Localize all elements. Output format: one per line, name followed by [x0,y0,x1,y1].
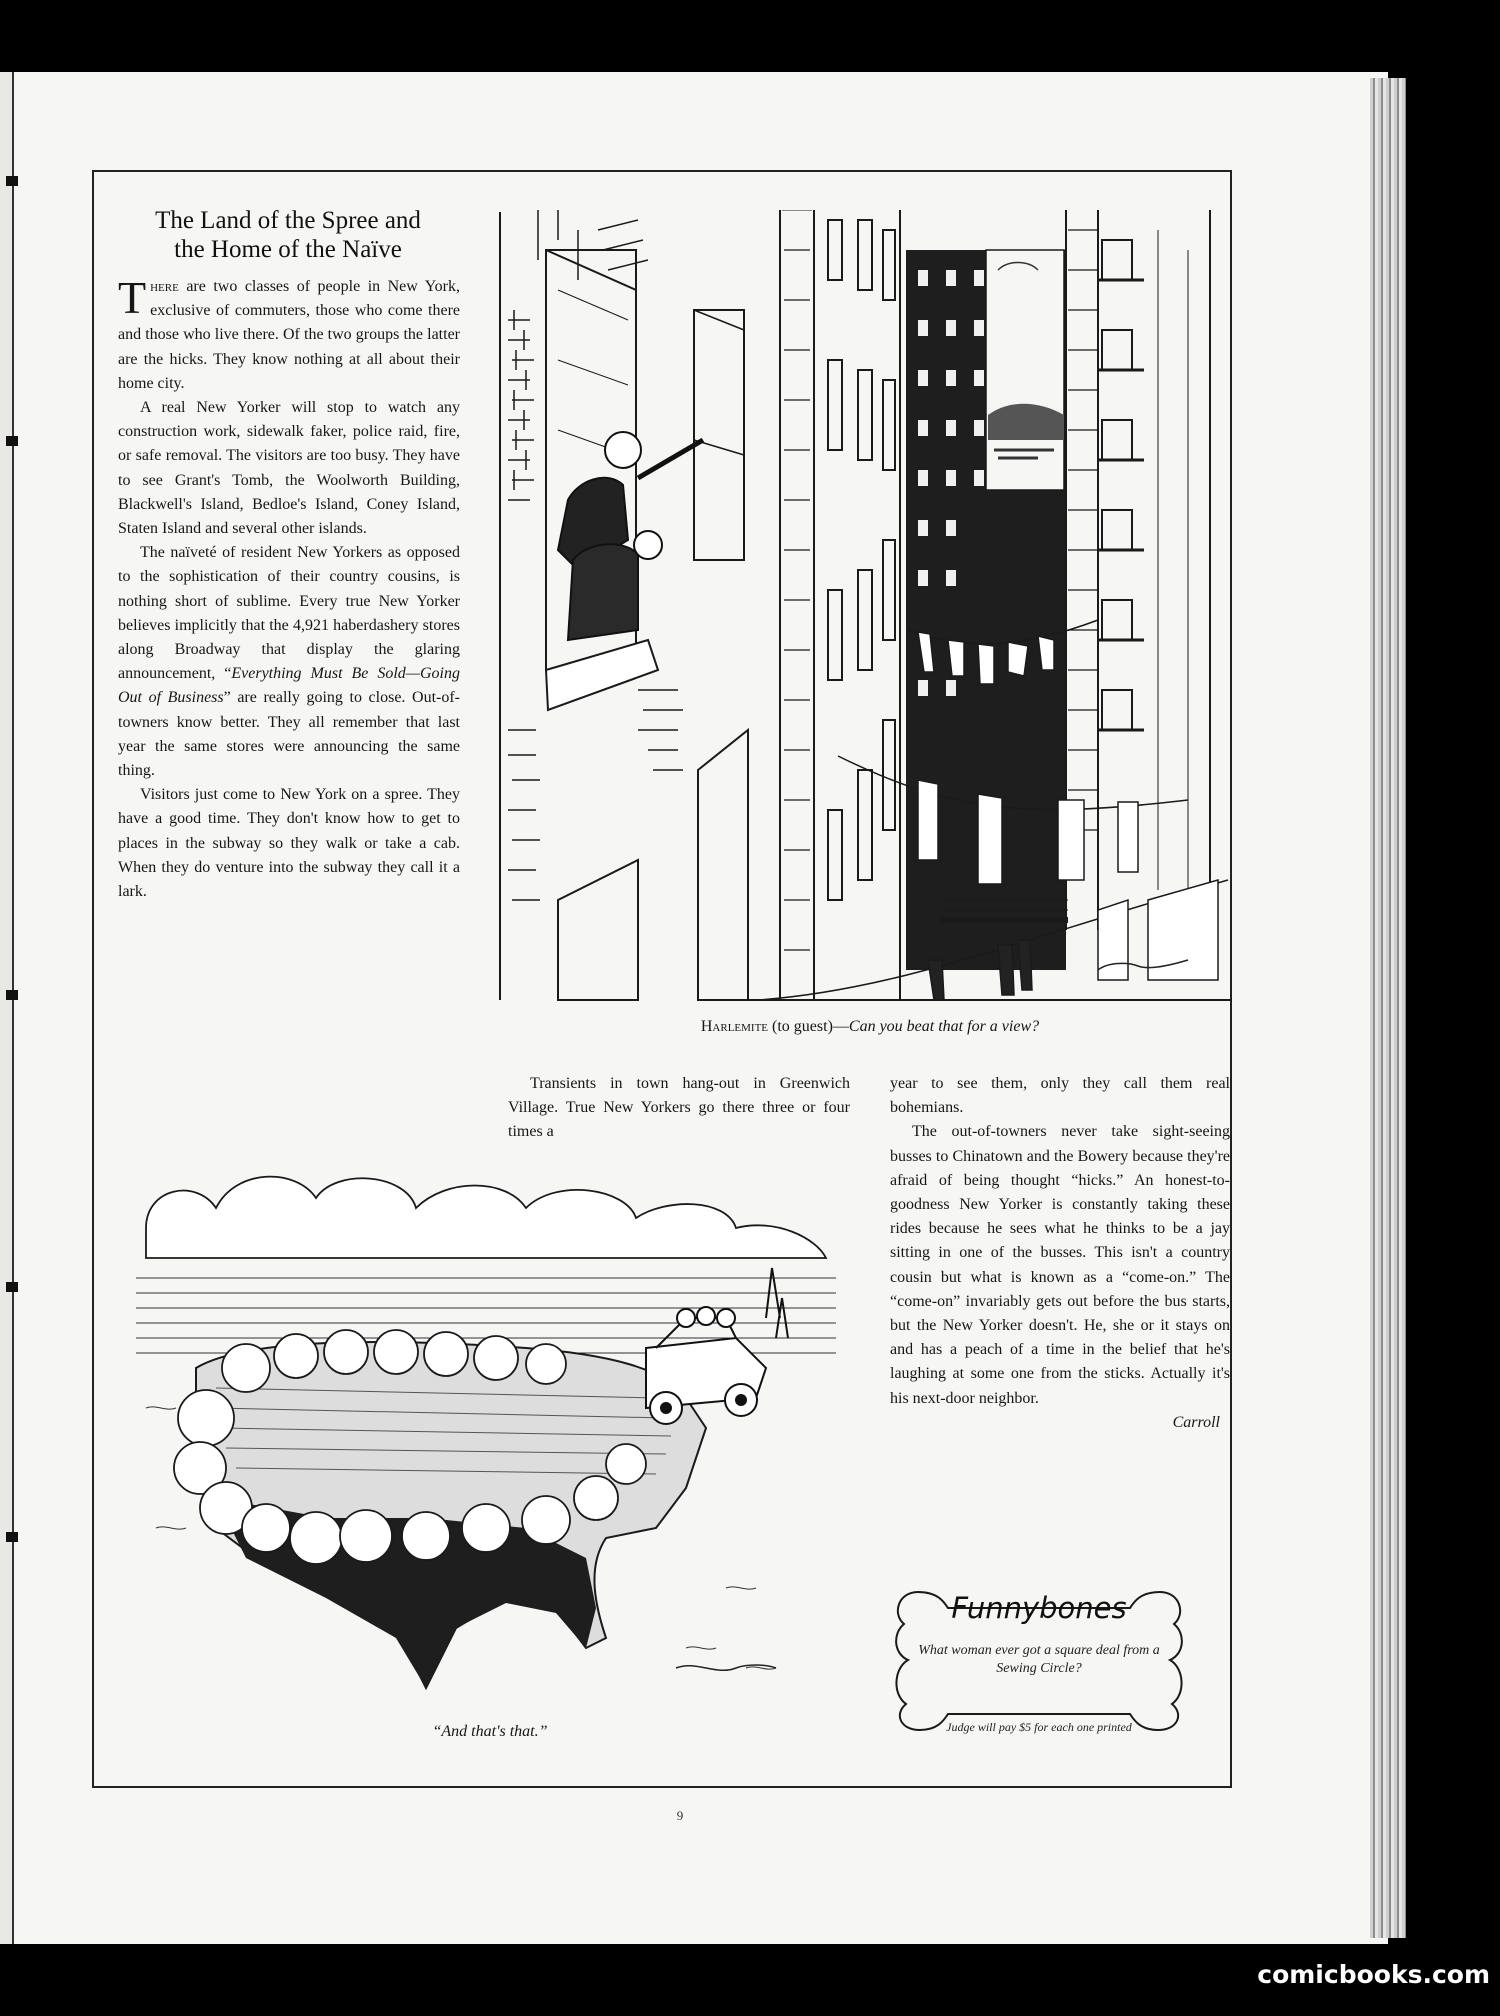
paragraph-6: The out-of-towners never take sight-seeing busses to Chinatown and the Bowery because they're afraid of being thought “hicks.” An honest-to-goodness New Yorker is constantly taking these rides because he sees what he thinks to be a jay sitting in one of the busses. This isn't a country cousin but what is known as a “come-on.” The “come-on” invariably gets out before the bus starts, but the New Yorker doesn't. He, she or it stays on and has a peach of a time in the belief that he's laughing at some one from the sticks. Actually it's his next-door neighbor. [890,1123,1230,1407]
paragraph-5-continued: year to see them, only they call them real bohemians. [890,1075,1230,1117]
page-stack-edge [1370,78,1406,1938]
paragraph-3-text-b: ” are really going to close. Out-of-towners know better. They all remember that last year the same stores were announcing the same thing. [118,689,460,780]
left-text-column [118,272,460,904]
paragraph-5: Transients in town hang-out in Greenwich Village. True New Yorkers go there three or four times a [508,1075,850,1141]
cartoon-car-map [126,1168,852,1708]
author-signature: Carroll [1172,1413,1220,1431]
caption-quote: Can you beat that for a view? [848,1018,1040,1035]
binder-mark [6,1532,18,1542]
paragraph-3 [118,541,460,783]
caption-mid: (to guest)— [768,1018,849,1035]
caption-speaker: Harlemite [700,1018,769,1035]
paragraph-4: Visitors just come to New York on a spree. They have a good time. They don't know how to get to places in the subway so they walk or take a cab. When they do venture into the subway they call it a lark. [118,786,460,901]
drop-cap: T [118,272,147,323]
paragraph-3-text-a: The naïveté of resident New Yorkers as opposed to the sophistication of their country cousins, is nothing short of sublime. Every true New Yorker believes implicitly that the 4,921 haberdashery stores along Broadway that display the glaring announcement, “ [118,544,460,683]
binder-mark [6,1282,18,1292]
cartoon-2-caption [300,1723,680,1741]
paragraph-1-text: are two classes of people in New York, exclusive of commuters, those who come there and those who live there. Of the two groups the latter are the hicks. They know nothing at all about their home city. [118,278,460,392]
cartoon-1-caption [560,1018,1180,1036]
binder-mark [6,990,18,1000]
small-caps-word: here [150,278,179,295]
middle-text-column [508,1072,850,1145]
article-title [112,206,464,264]
cartoon-2-caption-text: “And that's that.” [432,1723,548,1740]
binder-mark [6,436,18,446]
paragraph-1 [118,272,460,396]
site-watermark: comicbooks.com [1257,1960,1490,1989]
binder-mark [6,176,18,186]
paragraph-2: A real New Yorker will stop to watch any construction work, sidewalk faker, police raid, fire, or safe removal. The visitors are too busy. They have to see Grant's Tomb, the Woolworth Building, Blackwell's Island, Bedloe's Island, Coney Island, Staten Island and several other islands. [118,399,460,538]
right-text-column [890,1072,1230,1435]
left-page-edge [0,72,14,1944]
funnybones-title: Funnybones [951,1591,1127,1625]
paragraph-3-italic: Everything Must Be Sold—Going Out of Business [118,665,460,707]
cartoon-tenement-window [498,210,1232,1006]
page-number: 9 [676,1808,684,1823]
funnybones-question: What woman ever got a square deal from a Sewing Circle? [918,1643,1160,1676]
title-line-2: the Home of the Naïve [174,236,402,263]
funnybones-note: Judge will pay $5 for each one printed [946,1720,1132,1734]
title-line-1: The Land of the Spree and [155,207,421,234]
